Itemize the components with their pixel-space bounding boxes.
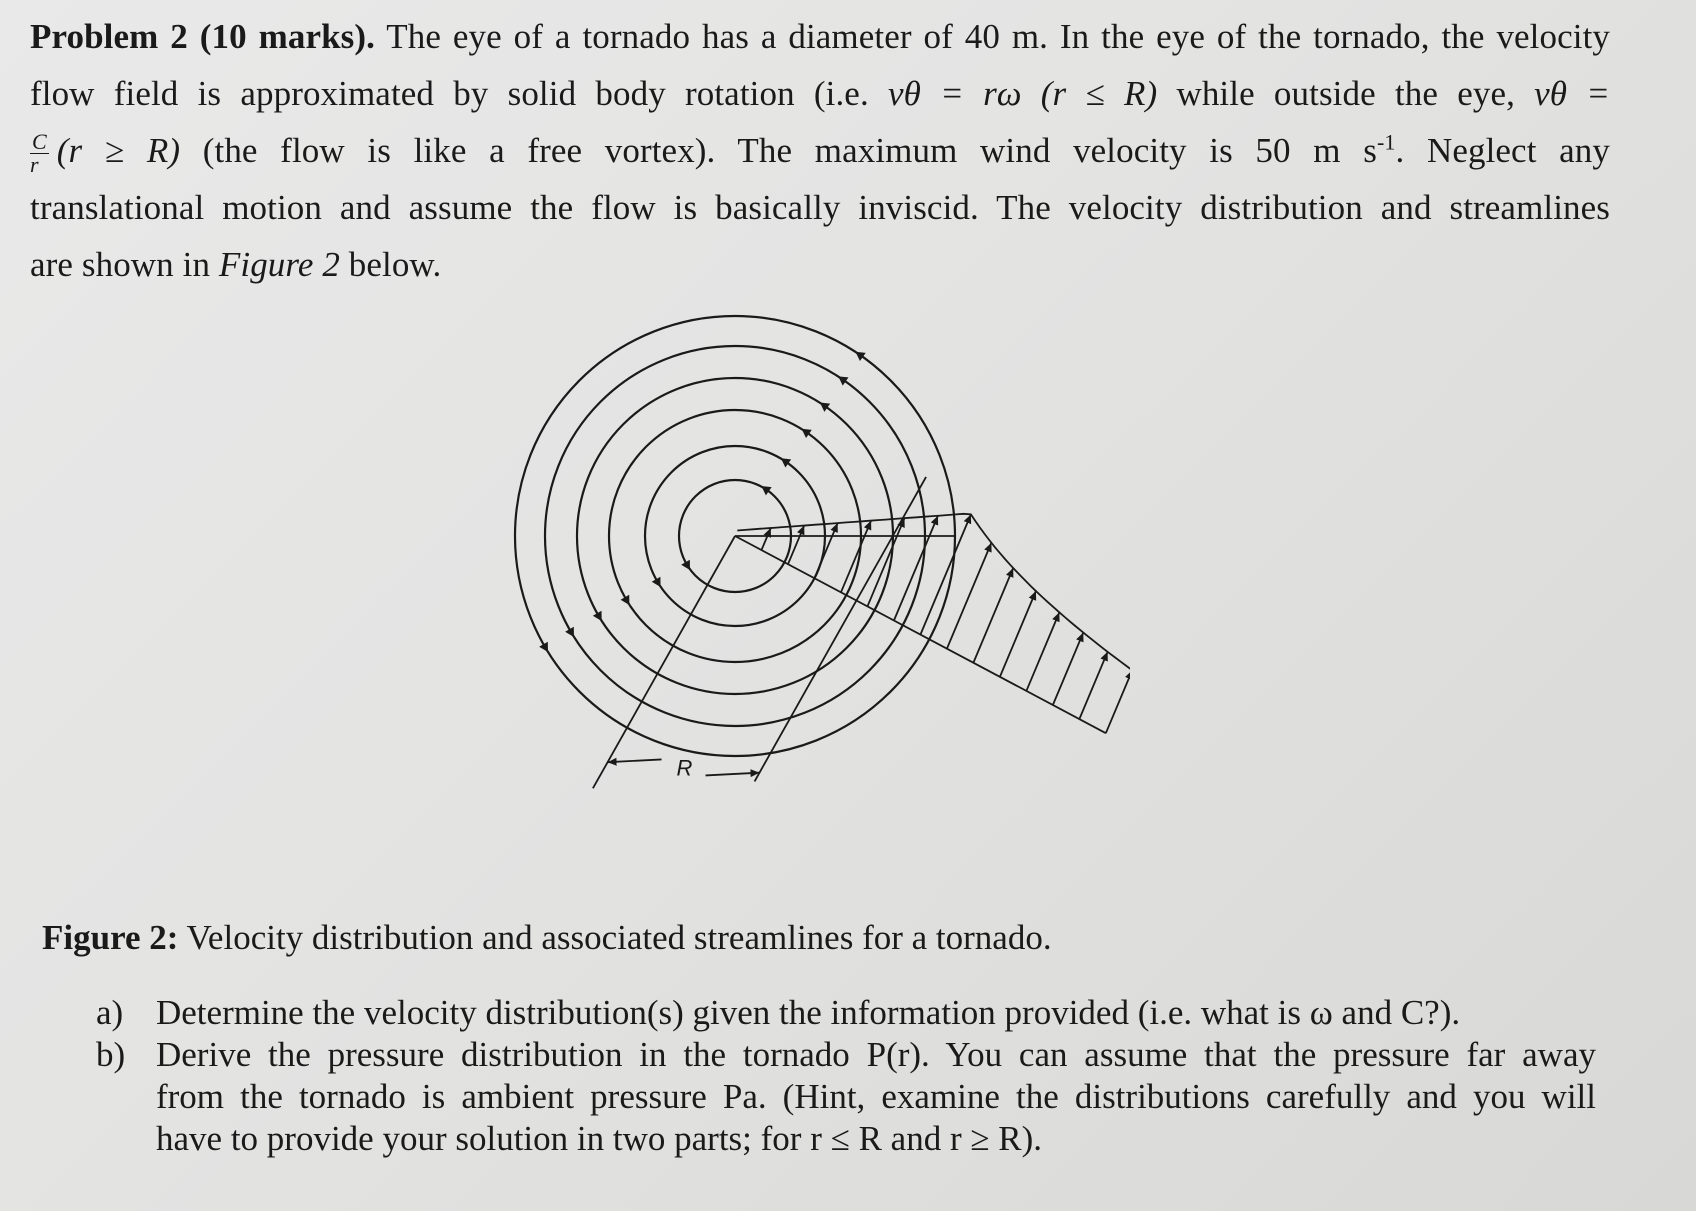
fraction-c-over-r: $\frac{C}{r}$: [30, 129, 47, 178]
flow-arrow: [802, 429, 812, 438]
problem-heading: Problem 2 (10 marks).: [30, 17, 375, 56]
question-label: a): [96, 993, 124, 1032]
radius-label: R: [676, 755, 693, 781]
problem-line-3: $\frac{C}{r}$ (r ≥ R) (the flow is like a free vortex). The maximum wind velocity is 50 m $s^{-1}$. Neglect any: [30, 129, 1610, 178]
tornado-figure: [490, 300, 1130, 880]
problem-line-2: flow field is approximated by solid body rotation (i.e. vθ = rω (r ≤ R) while outside the eye, vθ =: [30, 74, 1610, 113]
question-b: b) Derive the pressure distribution in the tornado P(r). You can assume that the pressure far away from the tornado is ambient pressure Pa. (Hint, examine the distributions carefully and you will have to provide your solution in two parts; for r ≤ R and r ≥ R).: [96, 1035, 1596, 1158]
flow-arrow: [781, 458, 791, 467]
equation-solid-body: vθ = rω (r ≤ R): [888, 74, 1158, 113]
velocity-vector: [1079, 652, 1107, 719]
velocity-vector: [973, 568, 1013, 663]
velocity-vector: [920, 514, 970, 634]
velocity-vector: [1026, 612, 1059, 691]
flow-arrow: [838, 376, 848, 385]
figure-caption: Figure 2: Velocity distribution and associated streamlines for a tornado.: [42, 918, 1052, 957]
problem-line-4: translational motion and assume the flow is basically inviscid. The velocity distribution and streamlines: [30, 188, 1610, 227]
problem-line-1: Problem 2 (10 marks). The eye of a tornado has a diameter of 40 m. In the eye of the tornado, the velocity: [30, 17, 1610, 56]
question-label: b): [96, 1035, 126, 1074]
radius-dimension: [593, 477, 926, 788]
flow-arrow: [761, 486, 771, 495]
velocity-profile: [735, 514, 1130, 733]
flow-arrow: [820, 403, 830, 412]
velocity-vector: [867, 518, 904, 606]
velocity-vector: [761, 528, 770, 550]
question-a: a) Determine the velocity distribution(s) given the information provided (i.e. what is ω and C?).: [96, 993, 1461, 1032]
equation-free-vortex-lhs: vθ =: [1534, 74, 1610, 113]
problem-statement: [30, 8, 1610, 293]
velocity-vector: [1000, 591, 1036, 677]
velocity-vector: [1106, 670, 1130, 733]
question-list: [96, 992, 1596, 1160]
velocity-vector: [894, 516, 938, 621]
velocity-vector: [814, 523, 837, 578]
problem-line-5: are shown in Figure 2 below.: [30, 245, 442, 284]
velocity-vector: [1053, 633, 1083, 705]
dimension-arrow: [706, 773, 760, 776]
flow-arrow: [855, 352, 865, 361]
dimension-arrow: [608, 759, 662, 762]
